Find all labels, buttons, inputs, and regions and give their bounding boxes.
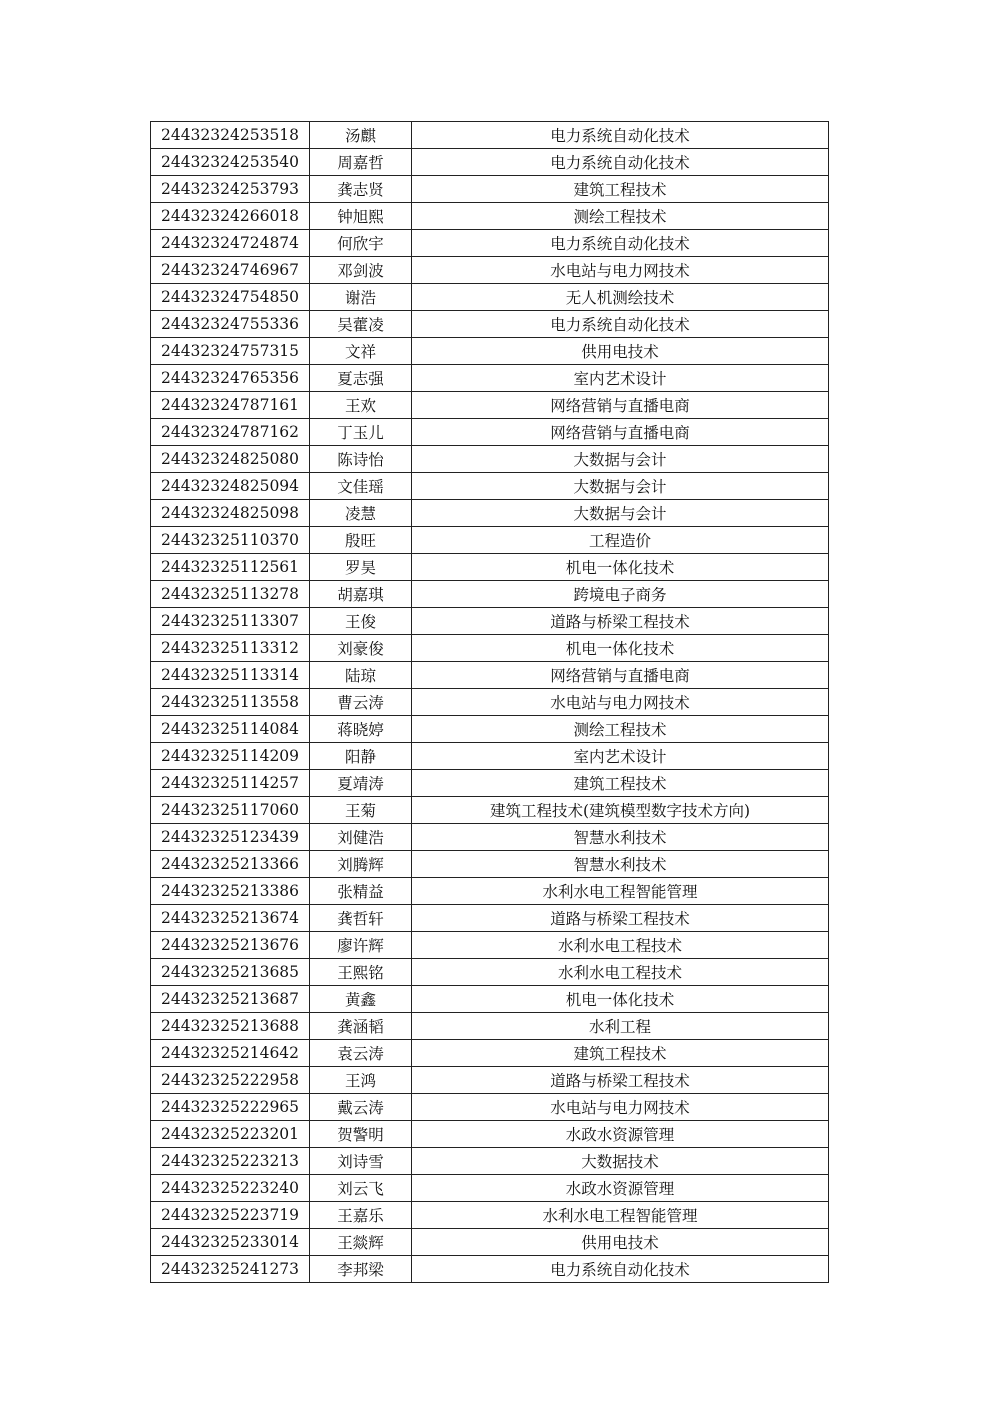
student-id-cell: 24432324825080 — [151, 446, 310, 473]
student-id-cell: 24432325113314 — [151, 662, 310, 689]
table-row — [151, 284, 829, 311]
major-cell: 大数据与会计 — [412, 473, 829, 500]
student-id-cell: 24432325213366 — [151, 851, 310, 878]
major-cell: 水利水电工程智能管理 — [412, 1202, 829, 1229]
student-id-cell: 24432324765356 — [151, 365, 310, 392]
student-name-cell: 胡嘉琪 — [310, 581, 412, 608]
table-row — [151, 770, 829, 797]
major-cell: 电力系统自动化技术 — [412, 122, 829, 149]
table-row — [151, 365, 829, 392]
student-name-cell: 钟旭熙 — [310, 203, 412, 230]
student-id-cell: 24432325113307 — [151, 608, 310, 635]
major-cell: 水电站与电力网技术 — [412, 689, 829, 716]
table-row — [151, 1202, 829, 1229]
major-cell: 室内艺术设计 — [412, 743, 829, 770]
table-row — [151, 230, 829, 257]
student-name-cell: 陆琼 — [310, 662, 412, 689]
student-name-cell: 龚志贤 — [310, 176, 412, 203]
student-id-cell: 24432324746967 — [151, 257, 310, 284]
student-name-cell: 刘诗雪 — [310, 1148, 412, 1175]
table-row — [151, 689, 829, 716]
major-cell: 网络营销与直播电商 — [412, 419, 829, 446]
student-name-cell: 何欣宇 — [310, 230, 412, 257]
student-name-cell: 丁玉儿 — [310, 419, 412, 446]
major-cell: 道路与桥梁工程技术 — [412, 1067, 829, 1094]
student-id-cell: 24432324825094 — [151, 473, 310, 500]
student-id-cell: 24432325233014 — [151, 1229, 310, 1256]
major-cell: 机电一体化技术 — [412, 554, 829, 581]
table-row — [151, 1148, 829, 1175]
student-id-cell: 24432324724874 — [151, 230, 310, 257]
table-row — [151, 122, 829, 149]
student-name-cell: 刘云飞 — [310, 1175, 412, 1202]
student-name-cell: 曹云涛 — [310, 689, 412, 716]
major-cell: 建筑工程技术 — [412, 1040, 829, 1067]
student-id-cell: 24432325113278 — [151, 581, 310, 608]
student-name-cell: 邓剑波 — [310, 257, 412, 284]
student-name-cell: 龚哲轩 — [310, 905, 412, 932]
major-cell: 电力系统自动化技术 — [412, 230, 829, 257]
major-cell: 水政水资源管理 — [412, 1121, 829, 1148]
student-name-cell: 张精益 — [310, 878, 412, 905]
student-id-cell: 24432324253518 — [151, 122, 310, 149]
student-name-cell: 陈诗怡 — [310, 446, 412, 473]
student-id-cell: 24432324787162 — [151, 419, 310, 446]
student-id-cell: 24432325213688 — [151, 1013, 310, 1040]
major-cell: 大数据与会计 — [412, 500, 829, 527]
major-cell: 跨境电子商务 — [412, 581, 829, 608]
major-cell: 水利水电工程技术 — [412, 932, 829, 959]
student-id-cell: 24432325110370 — [151, 527, 310, 554]
student-name-cell: 贺警明 — [310, 1121, 412, 1148]
major-cell: 网络营销与直播电商 — [412, 392, 829, 419]
major-cell: 测绘工程技术 — [412, 203, 829, 230]
major-cell: 机电一体化技术 — [412, 635, 829, 662]
major-cell: 工程造价 — [412, 527, 829, 554]
student-name-cell: 周嘉哲 — [310, 149, 412, 176]
major-cell: 大数据与会计 — [412, 446, 829, 473]
student-id-cell: 24432325223213 — [151, 1148, 310, 1175]
major-cell: 建筑工程技术(建筑模型数字技术方向) — [412, 797, 829, 824]
major-cell: 水利工程 — [412, 1013, 829, 1040]
table-row — [151, 446, 829, 473]
major-cell: 大数据技术 — [412, 1148, 829, 1175]
major-cell: 水电站与电力网技术 — [412, 1094, 829, 1121]
table-body — [151, 122, 829, 1283]
table-row — [151, 419, 829, 446]
student-id-cell: 24432324266018 — [151, 203, 310, 230]
student-id-cell: 24432325213386 — [151, 878, 310, 905]
table-row — [151, 257, 829, 284]
student-id-cell: 24432325213676 — [151, 932, 310, 959]
major-cell: 水利水电工程技术 — [412, 959, 829, 986]
student-id-cell: 24432325114257 — [151, 770, 310, 797]
student-name-cell: 吴藿凌 — [310, 311, 412, 338]
student-name-cell: 袁云涛 — [310, 1040, 412, 1067]
student-id-cell: 24432325213674 — [151, 905, 310, 932]
table-row — [151, 959, 829, 986]
student-name-cell: 汤麒 — [310, 122, 412, 149]
major-cell: 水电站与电力网技术 — [412, 257, 829, 284]
table-row — [151, 338, 829, 365]
table-row — [151, 1175, 829, 1202]
table-row — [151, 932, 829, 959]
student-id-cell: 24432325241273 — [151, 1256, 310, 1283]
major-cell: 网络营销与直播电商 — [412, 662, 829, 689]
student-id-cell: 24432325222958 — [151, 1067, 310, 1094]
student-name-cell: 黄鑫 — [310, 986, 412, 1013]
student-name-cell: 王菊 — [310, 797, 412, 824]
student-name-cell: 廖许辉 — [310, 932, 412, 959]
table-row — [151, 1121, 829, 1148]
table-row — [151, 1256, 829, 1283]
table-row — [151, 878, 829, 905]
student-name-cell: 阳静 — [310, 743, 412, 770]
table-row — [151, 527, 829, 554]
table-row — [151, 716, 829, 743]
table-row — [151, 149, 829, 176]
student-id-cell: 24432325223240 — [151, 1175, 310, 1202]
table-row — [151, 500, 829, 527]
student-name-cell: 刘豪俊 — [310, 635, 412, 662]
student-name-cell: 蒋晓婷 — [310, 716, 412, 743]
student-name-cell: 王燚辉 — [310, 1229, 412, 1256]
table-row — [151, 1094, 829, 1121]
major-cell: 智慧水利技术 — [412, 824, 829, 851]
table-row — [151, 311, 829, 338]
student-id-cell: 24432325222965 — [151, 1094, 310, 1121]
student-name-cell: 罗昊 — [310, 554, 412, 581]
student-id-cell: 24432325113558 — [151, 689, 310, 716]
student-name-cell: 王俊 — [310, 608, 412, 635]
student-name-cell: 殷旺 — [310, 527, 412, 554]
table-row — [151, 581, 829, 608]
student-name-cell: 王嘉乐 — [310, 1202, 412, 1229]
table-row — [151, 1013, 829, 1040]
major-cell: 电力系统自动化技术 — [412, 311, 829, 338]
major-cell: 建筑工程技术 — [412, 176, 829, 203]
student-name-cell: 李邦梁 — [310, 1256, 412, 1283]
major-cell: 电力系统自动化技术 — [412, 149, 829, 176]
student-id-cell: 24432324755336 — [151, 311, 310, 338]
student-name-cell: 谢浩 — [310, 284, 412, 311]
table-row — [151, 635, 829, 662]
table-row — [151, 986, 829, 1013]
student-id-cell: 24432325223719 — [151, 1202, 310, 1229]
student-id-cell: 24432324757315 — [151, 338, 310, 365]
student-id-cell: 24432324754850 — [151, 284, 310, 311]
student-name-cell: 文佳瑶 — [310, 473, 412, 500]
major-cell: 建筑工程技术 — [412, 770, 829, 797]
table-row — [151, 797, 829, 824]
student-id-cell: 24432325213685 — [151, 959, 310, 986]
student-id-cell: 24432325113312 — [151, 635, 310, 662]
student-name-cell: 王欢 — [310, 392, 412, 419]
table-row — [151, 851, 829, 878]
table-row — [151, 392, 829, 419]
student-id-cell: 24432325114084 — [151, 716, 310, 743]
major-cell: 电力系统自动化技术 — [412, 1256, 829, 1283]
student-name-cell: 王鸿 — [310, 1067, 412, 1094]
student-id-cell: 24432324825098 — [151, 500, 310, 527]
major-cell: 道路与桥梁工程技术 — [412, 905, 829, 932]
student-id-cell: 24432325123439 — [151, 824, 310, 851]
student-name-cell: 凌慧 — [310, 500, 412, 527]
student-name-cell: 龚涵韬 — [310, 1013, 412, 1040]
student-id-cell: 24432324253793 — [151, 176, 310, 203]
table-row — [151, 662, 829, 689]
student-id-cell: 24432325214642 — [151, 1040, 310, 1067]
major-cell: 水利水电工程智能管理 — [412, 878, 829, 905]
major-cell: 水政水资源管理 — [412, 1175, 829, 1202]
table-row — [151, 203, 829, 230]
student-id-cell: 24432325223201 — [151, 1121, 310, 1148]
student-id-cell: 24432325112561 — [151, 554, 310, 581]
major-cell: 供用电技术 — [412, 1229, 829, 1256]
major-cell: 供用电技术 — [412, 338, 829, 365]
student-name-cell: 刘健浩 — [310, 824, 412, 851]
student-name-cell: 文祥 — [310, 338, 412, 365]
student-id-cell: 24432324787161 — [151, 392, 310, 419]
student-table — [150, 121, 829, 1283]
table-row — [151, 176, 829, 203]
major-cell: 室内艺术设计 — [412, 365, 829, 392]
major-cell: 测绘工程技术 — [412, 716, 829, 743]
student-name-cell: 夏志强 — [310, 365, 412, 392]
student-id-cell: 24432325117060 — [151, 797, 310, 824]
student-name-cell: 王熙铭 — [310, 959, 412, 986]
table-row — [151, 824, 829, 851]
table-row — [151, 554, 829, 581]
table-row — [151, 1067, 829, 1094]
table-row — [151, 743, 829, 770]
table-row — [151, 905, 829, 932]
table-row — [151, 608, 829, 635]
major-cell: 智慧水利技术 — [412, 851, 829, 878]
student-id-cell: 24432325213687 — [151, 986, 310, 1013]
table-row — [151, 1040, 829, 1067]
student-id-cell: 24432324253540 — [151, 149, 310, 176]
student-name-cell: 戴云涛 — [310, 1094, 412, 1121]
student-name-cell: 刘腾辉 — [310, 851, 412, 878]
major-cell: 无人机测绘技术 — [412, 284, 829, 311]
major-cell: 道路与桥梁工程技术 — [412, 608, 829, 635]
student-id-cell: 24432325114209 — [151, 743, 310, 770]
student-name-cell: 夏靖涛 — [310, 770, 412, 797]
table-row — [151, 1229, 829, 1256]
table-row — [151, 473, 829, 500]
major-cell: 机电一体化技术 — [412, 986, 829, 1013]
